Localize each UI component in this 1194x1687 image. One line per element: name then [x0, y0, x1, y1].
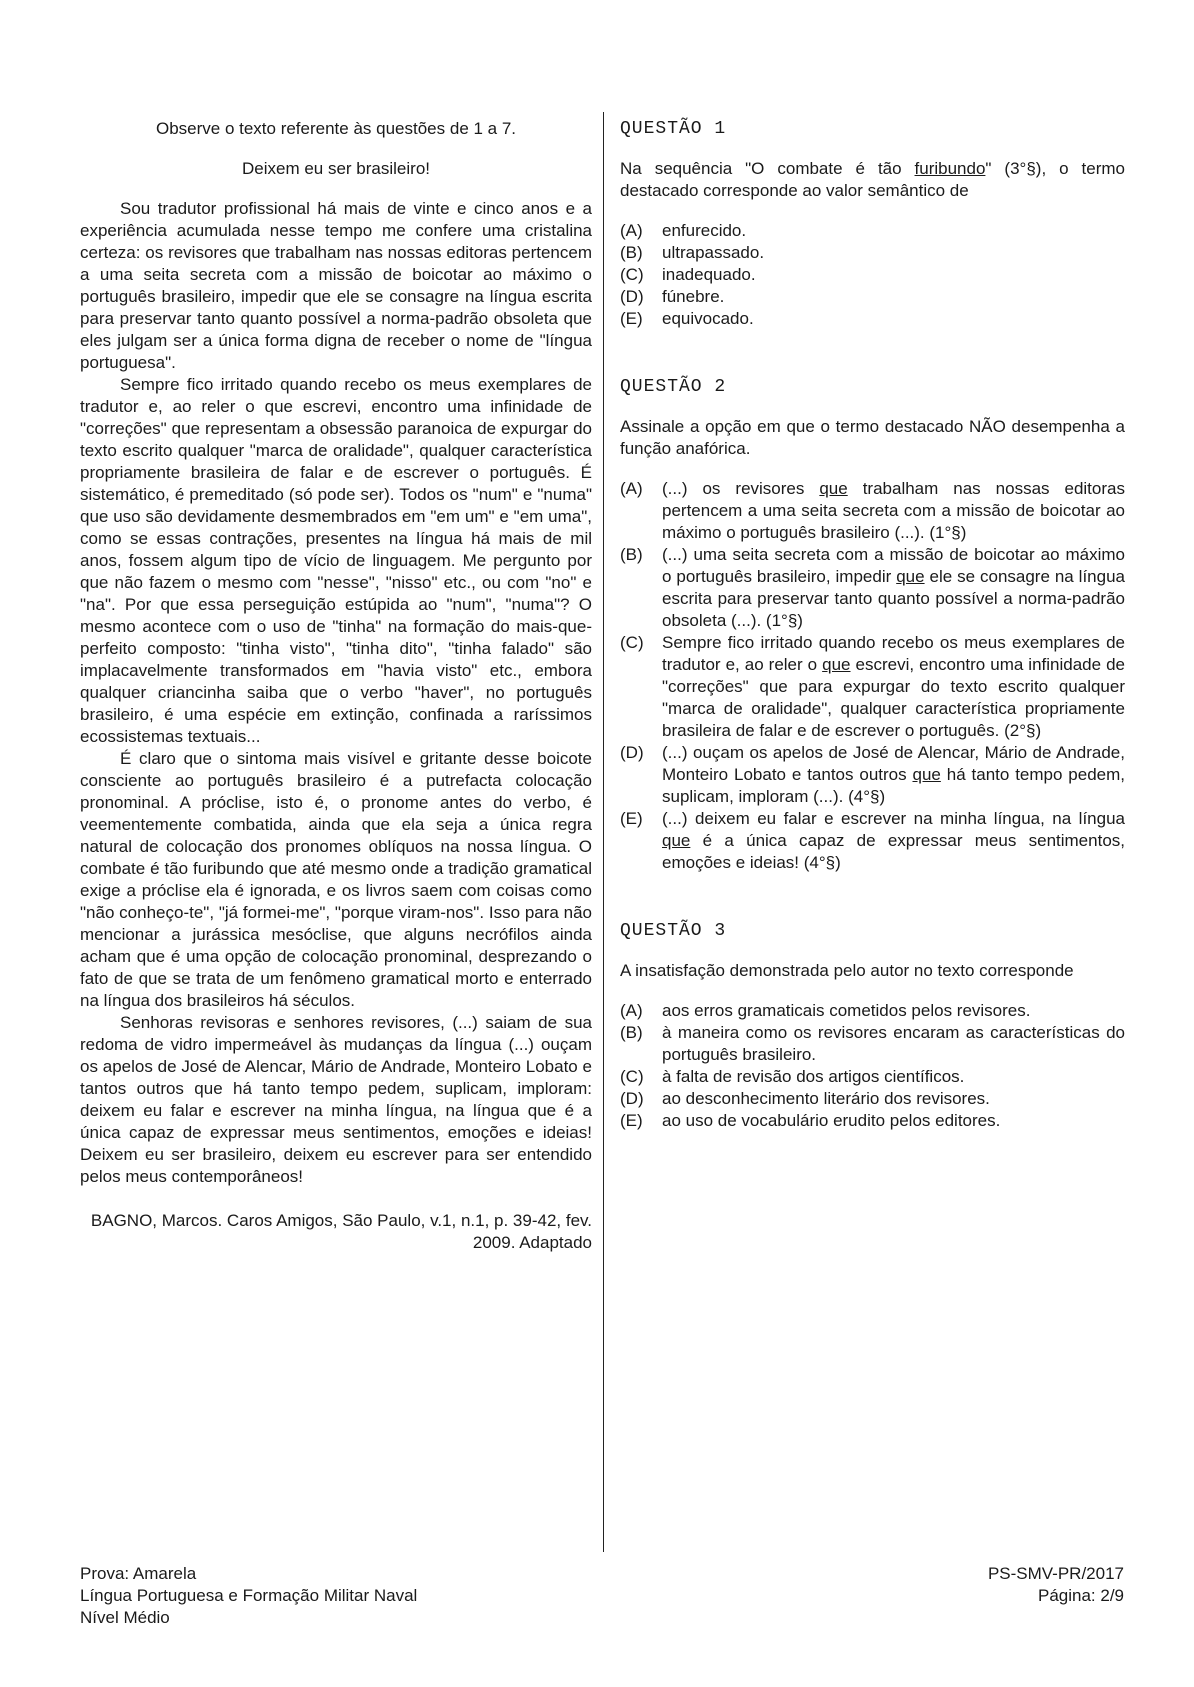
highlighted-term: furibundo	[914, 159, 986, 178]
option-letter: (C)	[620, 633, 644, 652]
option-letter: (D)	[620, 287, 644, 306]
question-2-title: QUESTÃO 2	[620, 377, 727, 397]
option-text: (...) deixem eu falar e escrever na minha língua, na língua que é a única capaz de expressar meus sentimentos, emoções e ideias! (4°§)	[662, 809, 1125, 872]
text-title: Deixem eu ser brasileiro!	[241, 159, 430, 178]
option-text: inadequado.	[662, 265, 756, 284]
option-b	[620, 242, 1125, 264]
option-letter: (B)	[620, 545, 643, 564]
option-letter: (A)	[620, 221, 643, 240]
option-d	[620, 742, 1125, 808]
highlighted-term: que	[896, 567, 925, 586]
option-letter: (C)	[620, 1067, 644, 1086]
stem-text: " (3°§), o termo destacado corresponde ao valor semântico de	[620, 159, 1125, 200]
option-c	[620, 632, 1125, 742]
text-column	[80, 110, 592, 1254]
question-1-stem	[620, 158, 1125, 202]
footer-left	[80, 1563, 417, 1629]
option-a	[620, 220, 1125, 242]
option-letter: (B)	[620, 243, 643, 262]
option-e	[620, 1110, 1125, 1132]
footer-right	[988, 1563, 1124, 1607]
highlighted-term: que	[912, 765, 941, 784]
option-text: enfurecido.	[662, 221, 747, 240]
questions-column	[620, 110, 1125, 1178]
paragraph-3: É claro que o sintoma mais visível e gritante desse boicote consciente ao português brasileiro é a putrefacta colocação pronominal. A próclise, isto é, o pronome antes do verbo, é veementemente combatida, ainda que ela seja a única regra natural de colocação dos pronomes oblíquos na nossa língua. O combate é tão furibundo que até mesmo onde a tradição gramatical exige a próclise ela é ignorada, e os livros saem com coisas como "não conheço-te", "já formei-me", "porque viram-nos". Isso para não mencionar a jurássica mesóclise, que alguns necrófilos ainda acham que é uma opção de colocação pronominal, desprezando o fato de que se trata de um fenômeno gramatical morto e enterrado na língua dos brasileiros há séculos.	[80, 749, 592, 1010]
option-text: (...) uma seita secreta com a missão de boicotar ao máximo o português brasileiro, impedir que ele se consagre na língua escrita para preservar tanto quanto possível a norma-padrão obsoleta (...). (1°§)	[662, 545, 1125, 630]
option-e	[620, 308, 1125, 330]
option-letter: (A)	[620, 479, 643, 498]
option-text: equivocado.	[662, 309, 754, 328]
question-1-options	[620, 220, 1125, 330]
question-1-title: QUESTÃO 1	[620, 119, 727, 139]
column-divider	[603, 112, 604, 1552]
question-3-options	[620, 1000, 1125, 1132]
option-letter: (A)	[620, 1001, 643, 1020]
paragraph-2: Sempre fico irritado quando recebo os meus exemplares de tradutor e, ao reler o que escrevi, encontro uma infinidade de "correções" que representam a obsessão paranoica de expurgar do texto escrito qualquer "marca de oralidade", qualquer característica propriamente brasileira de falar e de escrever o português. É sistemático, é premeditado (só pode ser). Todos os "num" e "numa" que uso são devidamente desmembrados em "em um" e "em uma", como se essas contrações, presentes na língua há mais de mil anos, fossem algum tipo de vício de linguagem. Me pergunto por que não fazem o mesmo com "nesse", "nisso" etc., ou com "no" e "na". Por que essa perseguição estúpida ao "num", "numa"? O mesmo acontece com o uso de "tinha" na formação do mais-que-perfeito composto: "tinha visto", "tinha dito", "tinha falado" são implacavelmente transformados em "havia visto" etc., embora qualquer criancinha saiba que o verbo "haver", no português brasileiro, é uma espécie em extinção, confinada a raríssimos ecossistemas textuais...	[80, 375, 592, 746]
exam-level: Nível Médio	[80, 1608, 170, 1627]
option-c	[620, 264, 1125, 286]
option-text: à falta de revisão dos artigos científicos.	[662, 1067, 965, 1086]
option-text: ao uso de vocabulário erudito pelos editores.	[662, 1111, 1001, 1130]
option-text: fúnebre.	[662, 287, 725, 306]
option-d	[620, 286, 1125, 308]
question-3-stem: A insatisfação demonstrada pelo autor no texto corresponde	[620, 961, 1074, 980]
option-text: ao desconhecimento literário dos revisores.	[662, 1089, 990, 1108]
question-1	[620, 118, 1125, 330]
option-a	[620, 478, 1125, 544]
bibliographic-reference: BAGNO, Marcos. Caros Amigos, São Paulo, v.1, n.1, p. 39-42, fev. 2009. Adaptado	[90, 1211, 592, 1252]
question-3	[620, 920, 1125, 1132]
paragraph-4: Senhoras revisoras e senhores revisores, (...) saiam de sua redoma de vidro impermeável às mudanças da língua (...) ouçam os apelos de José de Alencar, Mário de Andrade, Monteiro Lobato e tantos outros que há tanto tempo pedem, suplicam, imploram: deixem eu falar e escrever na minha língua, na língua que é a única capaz de expressar meus sentimentos, emoções e ideias! Deixem eu ser brasileiro, deixem eu escrever para ser entendido pelos meus contemporâneos!	[80, 1013, 592, 1186]
option-letter: (D)	[620, 743, 644, 762]
question-3-title: QUESTÃO 3	[620, 921, 727, 941]
question-2-options	[620, 478, 1125, 874]
option-text: aos erros gramaticais cometidos pelos revisores.	[662, 1001, 1031, 1020]
paragraph-1: Sou tradutor profissional há mais de vinte e cinco anos e a experiência acumulada nesse tempo me confere uma cristalina certeza: os revisores que trabalham nas nossas editoras pertencem a uma seita secreta com a missão de boicotar ao máximo o português brasileiro, impedir que ele se consagre na língua escrita para preservar tanto quanto possível a norma-padrão obsoleta que eles julgam ser a única forma digna de receber o nome de "língua portuguesa".	[80, 199, 592, 372]
option-letter: (D)	[620, 1089, 644, 1108]
option-e	[620, 808, 1125, 874]
option-text: (...) ouçam os apelos de José de Alencar, Mário de Andrade, Monteiro Lobato e tantos outros que há tanto tempo pedem, suplicam, imploram (...). (4°§)	[662, 743, 1126, 806]
option-text: à maneira como os revisores encaram as características do português brasileiro.	[662, 1023, 1125, 1064]
exam-version: Prova: Amarela	[80, 1564, 197, 1583]
highlighted-term: que	[822, 655, 851, 674]
stem-text: Na sequência "O combate é tão	[620, 159, 915, 178]
exam-code: PS-SMV-PR/2017	[987, 1564, 1124, 1583]
option-text: (...) os revisores que trabalham nas nossas editoras pertencem a uma seita secreta com a missão de boicotar ao máximo o português brasileiro (...). (1°§)	[662, 479, 1125, 542]
option-d	[620, 1088, 1125, 1110]
option-a	[620, 1000, 1125, 1022]
option-letter: (E)	[620, 1111, 643, 1130]
exam-subject: Língua Portuguesa e Formação Militar Naval	[80, 1586, 418, 1605]
option-letter: (E)	[620, 309, 643, 328]
option-letter: (C)	[620, 265, 644, 284]
intro-text: Observe o texto referente às questões de 1 a 7.	[155, 119, 517, 138]
highlighted-term: que	[662, 831, 691, 850]
option-text: ultrapassado.	[662, 243, 765, 262]
option-c	[620, 1066, 1125, 1088]
option-letter: (B)	[620, 1023, 643, 1042]
highlighted-term: que	[819, 479, 848, 498]
page-number: Página: 2/9	[1037, 1586, 1124, 1605]
question-2	[620, 376, 1125, 874]
question-2-stem: Assinale a opção em que o termo destacado NÃO desempenha a função anafórica.	[620, 417, 1125, 458]
option-text: Sempre fico irritado quando recebo os meus exemplares de tradutor e, ao reler o que escrevi, encontro uma infinidade de "correções" que para expurgar do texto escrito qualquer "marca de oralidade", qualquer característica propriamente brasileira de falar e de escrever o português. (2°§)	[662, 633, 1125, 740]
option-b	[620, 1022, 1125, 1066]
option-letter: (E)	[620, 809, 643, 828]
option-b	[620, 544, 1125, 632]
